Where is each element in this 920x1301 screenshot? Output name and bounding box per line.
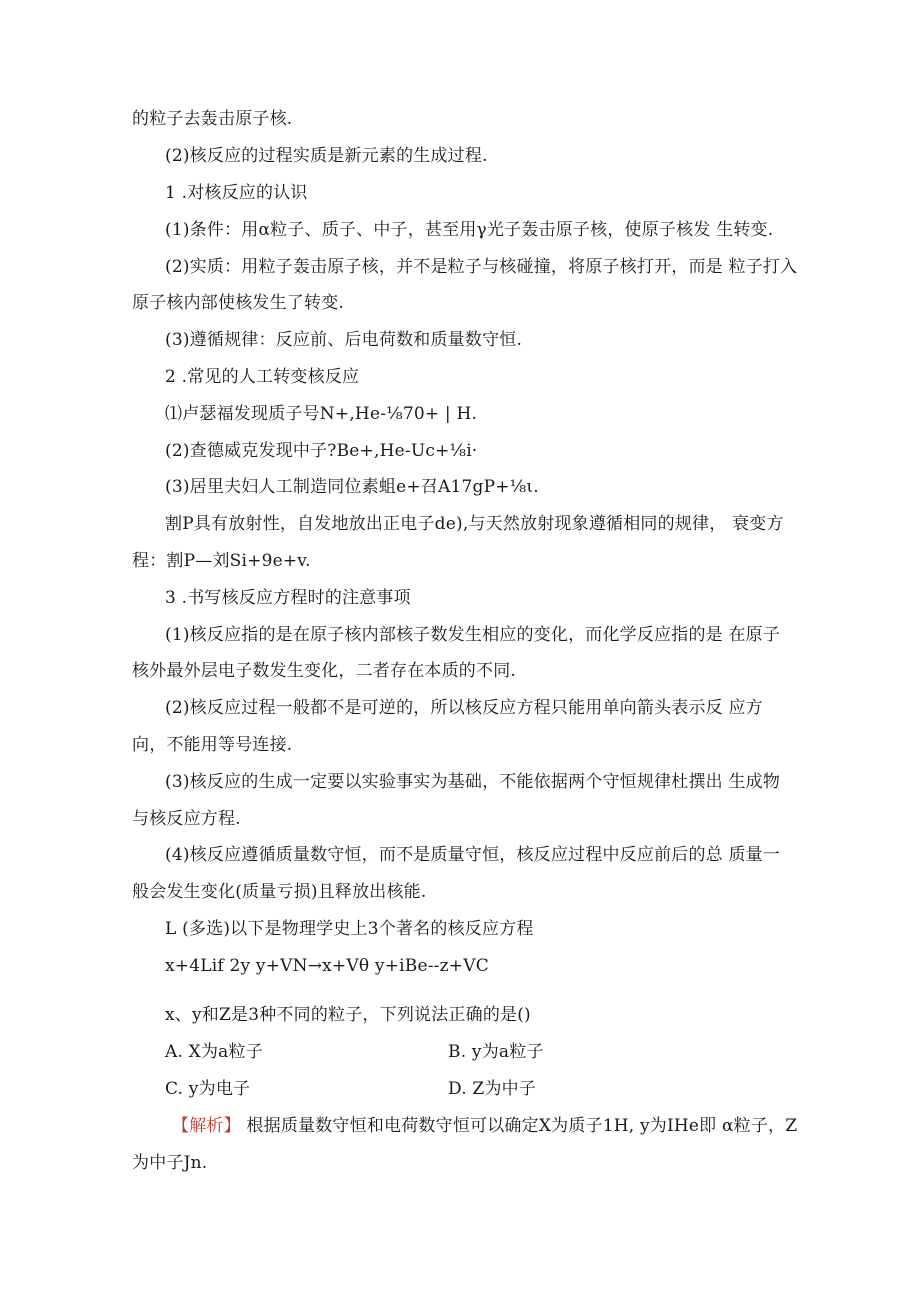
text-line-17: (2)核反应过程一般都不是可逆的，所以核反应方程只能用单向箭头表示反 应方 (165, 698, 763, 718)
text-line-1: 的粒子去轰击原子核. (132, 109, 293, 129)
section-heading-1: 1 .对核反应的认识 (165, 183, 308, 203)
analysis-line-1 (172, 1115, 797, 1137)
text-line-19: (3)核反应的生成一定要以实验事实为基础，不能依据两个守恒规律杜撰出 生成物 (165, 772, 781, 792)
text-line-5: (2)实质：用粒子轰击原子核，并不是粒子与核碰撞，将原子核打开，而是 粒子打入 (165, 257, 798, 277)
text-line-22: 般会发生变化(质量亏损)且释放出核能. (132, 882, 427, 902)
option-b: B. y为a粒子 (448, 1042, 544, 1062)
option-d: D. Z为中子 (448, 1079, 537, 1099)
option-c: C. y为电子 (165, 1079, 251, 1099)
text-line-20: 与核反应方程. (132, 809, 241, 829)
option-a: A. X为a粒子 (165, 1042, 263, 1062)
text-line-11: (3)居里夫妇人工制造同位素蛆e+召A17gP+⅛ι. (165, 477, 539, 497)
text-line-15: (1)核反应指的是在原子核内部核子数发生相应的变化，而化学反应指的是 在原子 (165, 625, 781, 645)
analysis-text: 根据质量数守恒和电荷数守恒可以确定X为质子1H, y为IHe即 α粒子，Z (240, 1116, 798, 1136)
question-stem: L (多选)以下是物理学史上3个著名的核反应方程 (165, 919, 534, 939)
text-line-4: (1)条件：用α粒子、质子、中子，甚至用γ光子轰击原子核，使原子核发 生转变. (165, 220, 774, 240)
analysis-line-2: 为中子Jn. (132, 1153, 208, 1173)
text-line-16: 核外最外层电子数发生变化，二者存在本质的不同. (132, 661, 517, 681)
text-line-12: 割P具有放射性，自发地放出正电子de),与天然放射现象遵循相同的规律， 衰变方 (165, 514, 784, 534)
text-line-18: 向，不能用等号连接. (132, 735, 293, 755)
text-line-21: (4)核反应遵循质量数守恒，而不是质量守恒，核反应过程中反应前后的总 质量一 (165, 845, 781, 865)
text-line-6: 原子核内部使核发生了转变. (132, 293, 345, 313)
text-line-7: (3)遵循规律：反应前、后电荷数和质量数守恒. (165, 330, 523, 350)
section-heading-3: 3 .书写核反应方程时的注意事项 (165, 588, 411, 608)
question-prompt: x、y和Z是3种不同的粒子，下列说法正确的是() (165, 1005, 531, 1025)
analysis-tag: 【解析】 (172, 1116, 241, 1136)
reaction-equations: x+4Lif 2y y+VN→x+Vθ y+iBe--z+VC (165, 956, 489, 976)
text-line-9: ⑴卢瑟福发现质子号N+,He-⅛70+ | H. (165, 404, 478, 424)
text-line-10: (2)查德威克发现中子?Be+,He-Uc+⅛i· (165, 441, 478, 461)
section-heading-2: 2 .常见的人工转变核反应 (165, 367, 360, 387)
text-line-13: 程：割P—刘Si+9e+v. (132, 551, 311, 571)
text-line-2: (2)核反应的过程实质是新元素的生成过程. (165, 146, 488, 166)
